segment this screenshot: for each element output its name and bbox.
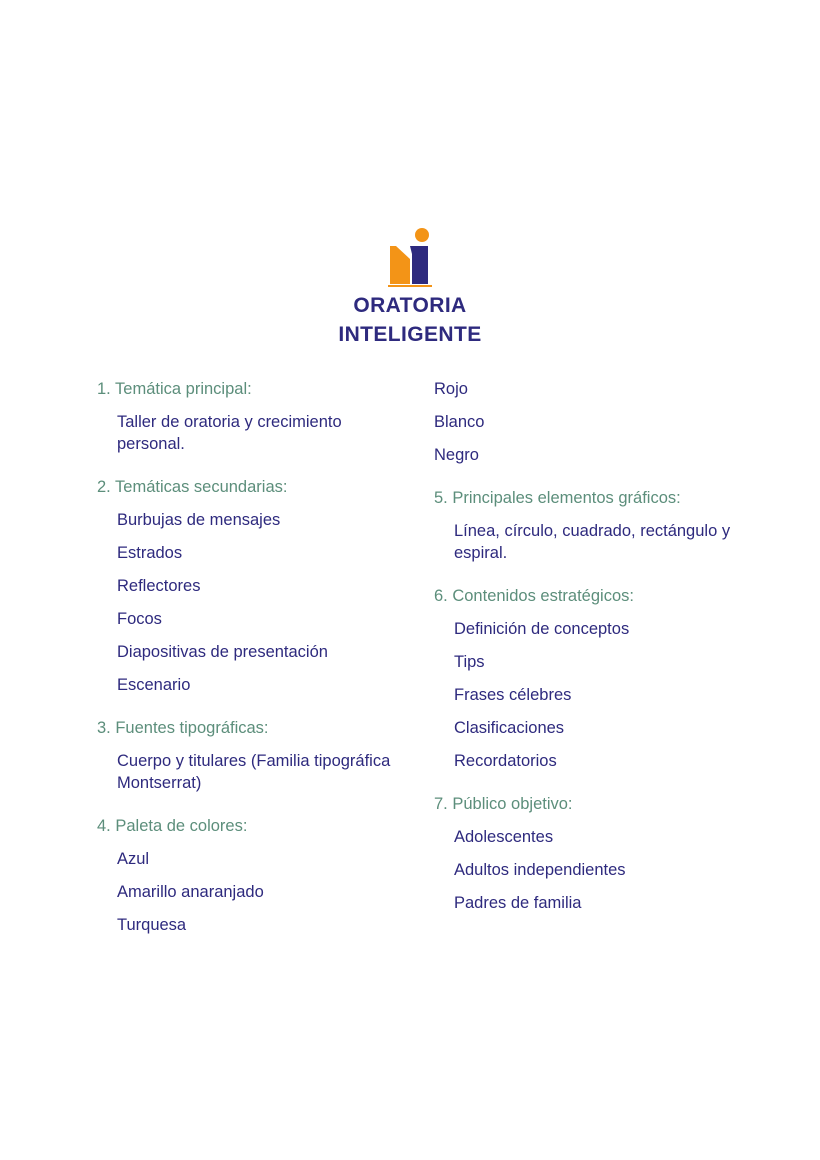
list-item: Blanco	[434, 413, 485, 431]
section-tematicas-secundarias	[97, 476, 397, 696]
section-heading: 6. Contenidos estratégicos:	[434, 587, 634, 605]
list-item: Definición de conceptos	[454, 620, 630, 638]
section-heading: 4. Paleta de colores:	[97, 817, 248, 835]
list-item: Diapositivas de presentación	[117, 643, 328, 661]
section-heading: 5. Principales elementos gráficos:	[434, 489, 681, 507]
logo-orange-bar	[390, 246, 410, 284]
list-item: Clasificaciones	[454, 719, 565, 737]
oratoria-logo-icon	[386, 226, 434, 290]
list-item: Taller de oratoria y crecimiento personal.	[117, 413, 342, 453]
section-contenidos-estrategicos	[434, 585, 734, 772]
list-item: Negro	[434, 446, 479, 464]
logo-purple-bar	[412, 246, 428, 284]
brand-title-line-1: ORATORIA	[353, 294, 467, 317]
logo-orange-dot	[415, 228, 429, 242]
section-fuentes-tipograficas	[97, 717, 397, 794]
list-item: Burbujas de mensajes	[117, 511, 281, 529]
logo-baseline	[388, 285, 432, 287]
list-item: Turquesa	[117, 916, 187, 934]
list-item: Estrados	[117, 544, 183, 562]
list-item: Escenario	[117, 676, 191, 694]
list-item: Focos	[117, 610, 162, 628]
section-heading: 2. Temáticas secundarias:	[97, 478, 288, 496]
list-item: Reflectores	[117, 577, 201, 595]
section-heading: 3. Fuentes tipográficas:	[97, 719, 269, 737]
section-publico-objetivo	[434, 793, 734, 914]
list-item: Recordatorios	[454, 752, 557, 770]
section-heading: 1. Temática principal:	[97, 380, 252, 398]
brand-title-line-2: INTELIGENTE	[338, 323, 482, 346]
list-item: Azul	[117, 850, 150, 868]
list-item: Amarillo anaranjado	[117, 883, 264, 901]
list-item: Frases célebres	[454, 686, 572, 704]
section-heading: 7. Público objetivo:	[434, 795, 573, 813]
list-item: Adolescentes	[454, 828, 554, 846]
section-elementos-graficos	[434, 487, 734, 564]
section-paleta-colores-continued	[434, 378, 734, 466]
list-item: Tips	[454, 653, 485, 671]
list-item: Padres de familia	[454, 894, 582, 912]
list-item: Cuerpo y titulares (Familia tipográfica Montserrat)	[117, 752, 391, 792]
list-item: Línea, círculo, cuadrado, rectángulo y espiral.	[454, 522, 731, 562]
list-item: Rojo	[434, 380, 468, 398]
right-column	[434, 378, 734, 935]
section-paleta-colores	[97, 815, 397, 936]
section-tematica-principal	[97, 378, 397, 455]
list-item: Adultos independientes	[454, 861, 626, 879]
left-column	[97, 378, 397, 957]
logo-purple-notch	[410, 246, 412, 254]
